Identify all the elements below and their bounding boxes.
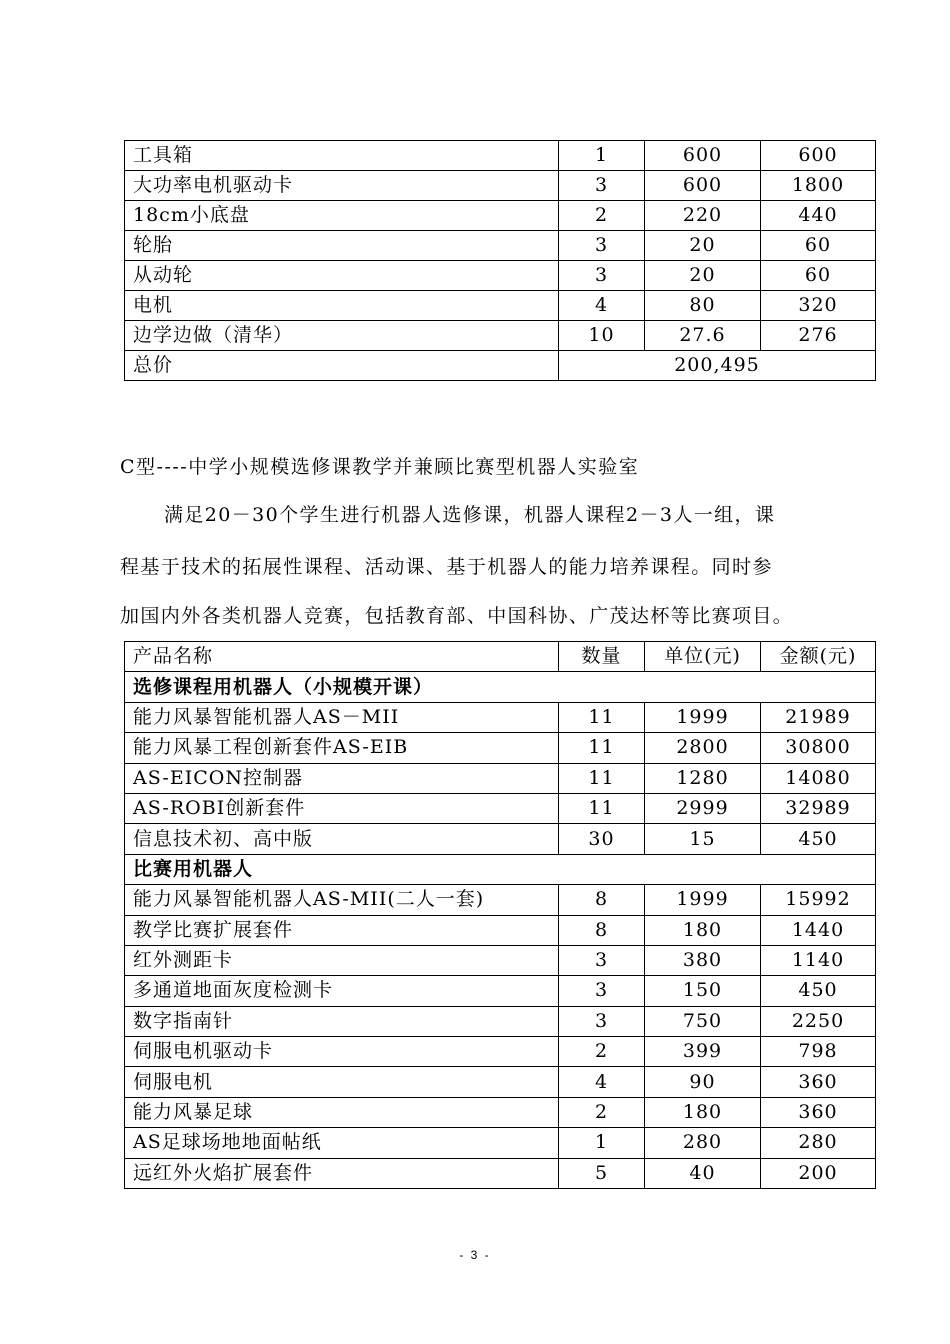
item-unit-price: 380: [645, 945, 761, 975]
item-unit-price: 1999: [645, 702, 761, 732]
item-amount: 360: [761, 1097, 876, 1127]
table-header-row: [125, 642, 876, 672]
item-amount: 14080: [761, 763, 876, 793]
item-amount: 60: [761, 231, 876, 261]
item-name: 能力风暴智能机器人AS-MII(二人一套): [125, 885, 559, 915]
item-unit-price: 27.6: [645, 321, 761, 351]
item-unit-price: 600: [645, 171, 761, 201]
item-name: AS-ROBI创新套件: [125, 793, 559, 823]
header-unit: 单位(元): [645, 642, 761, 672]
header-qty: 数量: [559, 642, 645, 672]
item-name: 远红外火焰扩展套件: [125, 1158, 559, 1188]
section-c-heading: C型----中学小规模选修课教学并兼顾比赛型机器人实验室: [120, 456, 640, 478]
group-title: 比赛用机器人: [125, 854, 876, 884]
item-qty: 3: [559, 976, 645, 1006]
table-row: [125, 231, 876, 261]
item-name: 能力风暴工程创新套件AS-EIB: [125, 733, 559, 763]
item-amount: 600: [761, 141, 876, 171]
table-row: [125, 793, 876, 823]
item-qty: 1: [559, 1128, 645, 1158]
item-name: AS-EICON控制器: [125, 763, 559, 793]
item-unit-price: 20: [645, 231, 761, 261]
description-line: 满足20－30个学生进行机器人选修课，机器人课程2－3人一组，课: [164, 504, 776, 526]
item-unit-price: 90: [645, 1067, 761, 1097]
table-row: [125, 976, 876, 1006]
item-amount: 200: [761, 1158, 876, 1188]
item-unit-price: 20: [645, 261, 761, 291]
total-value: 200,495: [559, 351, 876, 381]
table-row: [125, 763, 876, 793]
item-qty: 11: [559, 763, 645, 793]
item-name: 能力风暴足球: [125, 1097, 559, 1127]
item-unit-price: 180: [645, 1097, 761, 1127]
equipment-price-table-c: [124, 641, 876, 1189]
item-name: 信息技术初、高中版: [125, 824, 559, 854]
item-qty: 4: [559, 1067, 645, 1097]
item-qty: 3: [559, 231, 645, 261]
section-c-description: [120, 500, 840, 630]
item-qty: 1: [559, 141, 645, 171]
item-name: 边学边做（清华）: [125, 321, 559, 351]
item-amount: 1140: [761, 945, 876, 975]
table-row: [125, 261, 876, 291]
description-line: 程基于技术的拓展性课程、活动课、基于机器人的能力培养课程。同时参: [120, 556, 773, 578]
total-label: 总价: [125, 351, 559, 381]
item-amount: 320: [761, 291, 876, 321]
table-row: [125, 1037, 876, 1067]
item-unit-price: 2800: [645, 733, 761, 763]
total-row: [125, 351, 876, 381]
item-unit-price: 399: [645, 1037, 761, 1067]
item-unit-price: 2999: [645, 793, 761, 823]
item-unit-price: 180: [645, 915, 761, 945]
item-name: 电机: [125, 291, 559, 321]
table-row: [125, 824, 876, 854]
item-name: 从动轮: [125, 261, 559, 291]
header-amount: 金额(元): [761, 642, 876, 672]
item-unit-price: 150: [645, 976, 761, 1006]
item-amount: 60: [761, 261, 876, 291]
item-unit-price: 80: [645, 291, 761, 321]
item-amount: 360: [761, 1067, 876, 1097]
table-row: [125, 915, 876, 945]
equipment-price-table-b: [124, 140, 876, 381]
item-name: 18cm小底盘: [125, 201, 559, 231]
table-row: [125, 702, 876, 732]
table-row: [125, 1067, 876, 1097]
item-amount: 1440: [761, 915, 876, 945]
item-unit-price: 40: [645, 1158, 761, 1188]
table-row: [125, 945, 876, 975]
table-row: [125, 291, 876, 321]
item-qty: 2: [559, 1037, 645, 1067]
header-name: 产品名称: [125, 642, 559, 672]
item-qty: 10: [559, 321, 645, 351]
item-unit-price: 220: [645, 201, 761, 231]
item-qty: 2: [559, 201, 645, 231]
item-qty: 8: [559, 885, 645, 915]
item-amount: 30800: [761, 733, 876, 763]
item-name: 工具箱: [125, 141, 559, 171]
item-name: 能力风暴智能机器人AS－MII: [125, 702, 559, 732]
item-amount: 21989: [761, 702, 876, 732]
item-unit-price: 1999: [645, 885, 761, 915]
item-qty: 3: [559, 1006, 645, 1036]
group-title: 选修课程用机器人（小规模开课）: [125, 672, 876, 702]
item-qty: 8: [559, 915, 645, 945]
group-title-row: [125, 854, 876, 884]
item-unit-price: 15: [645, 824, 761, 854]
item-name: 数字指南针: [125, 1006, 559, 1036]
table-row: [125, 1158, 876, 1188]
table-row: [125, 321, 876, 351]
item-qty: 11: [559, 702, 645, 732]
item-qty: 2: [559, 1097, 645, 1127]
item-qty: 3: [559, 261, 645, 291]
table-row: [125, 171, 876, 201]
item-qty: 5: [559, 1158, 645, 1188]
table-row: [125, 201, 876, 231]
item-name: 轮胎: [125, 231, 559, 261]
table-row: [125, 1128, 876, 1158]
item-name: 大功率电机驱动卡: [125, 171, 559, 201]
item-unit-price: 280: [645, 1128, 761, 1158]
item-qty: 3: [559, 171, 645, 201]
item-name: 红外测距卡: [125, 945, 559, 975]
item-qty: 11: [559, 793, 645, 823]
item-qty: 3: [559, 945, 645, 975]
item-qty: 4: [559, 291, 645, 321]
table-row: [125, 885, 876, 915]
item-name: 伺服电机: [125, 1067, 559, 1097]
page-number: - 3 -: [459, 1248, 491, 1262]
item-qty: 30: [559, 824, 645, 854]
item-amount: 280: [761, 1128, 876, 1158]
item-name: 伺服电机驱动卡: [125, 1037, 559, 1067]
item-unit-price: 750: [645, 1006, 761, 1036]
item-amount: 276: [761, 321, 876, 351]
item-amount: 798: [761, 1037, 876, 1067]
item-name: 教学比赛扩展套件: [125, 915, 559, 945]
item-amount: 2250: [761, 1006, 876, 1036]
description-line: 加国内外各类机器人竞赛，包括教育部、中国科协、广茂达杯等比赛项目。: [120, 605, 794, 627]
item-name: 多通道地面灰度检测卡: [125, 976, 559, 1006]
item-amount: 32989: [761, 793, 876, 823]
item-unit-price: 1280: [645, 763, 761, 793]
group-title-row: [125, 672, 876, 702]
item-amount: 440: [761, 201, 876, 231]
table-row: [125, 733, 876, 763]
item-amount: 1800: [761, 171, 876, 201]
table-row: [125, 1006, 876, 1036]
item-name: AS足球场地地面帖纸: [125, 1128, 559, 1158]
item-amount: 450: [761, 976, 876, 1006]
item-amount: 450: [761, 824, 876, 854]
item-qty: 11: [559, 733, 645, 763]
item-amount: 15992: [761, 885, 876, 915]
table-row: [125, 141, 876, 171]
item-unit-price: 600: [645, 141, 761, 171]
table-row: [125, 1097, 876, 1127]
